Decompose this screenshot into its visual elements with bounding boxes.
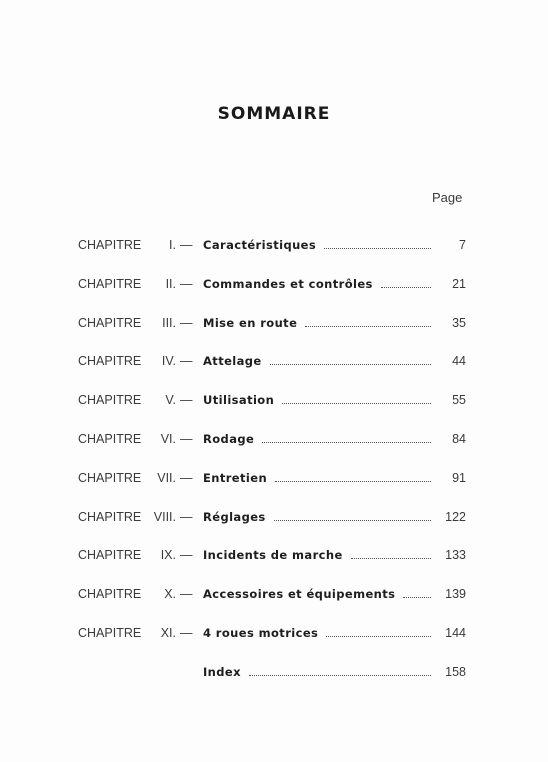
chapter-title: Accessoires et équipements xyxy=(203,587,396,601)
chapter-label: CHAPITRE xyxy=(78,393,142,407)
toc-row xyxy=(0,430,548,448)
chapter-label: CHAPITRE xyxy=(78,354,142,368)
chapter-number: V. xyxy=(165,393,176,407)
dash: — xyxy=(180,432,193,446)
dash: — xyxy=(180,548,193,562)
chapter-label: CHAPITRE xyxy=(78,277,142,291)
page-number: 91 xyxy=(452,471,466,485)
dash: — xyxy=(180,626,193,640)
dot-leader xyxy=(403,597,431,598)
toc-row xyxy=(0,508,548,526)
dot-leader xyxy=(249,675,431,676)
toc-row xyxy=(0,624,548,642)
chapter-title: Utilisation xyxy=(203,393,275,407)
dot-leader xyxy=(282,403,431,404)
chapter-number: VIII. xyxy=(153,510,176,524)
chapter-number: III. xyxy=(162,316,176,330)
chapter-label: CHAPITRE xyxy=(78,510,142,524)
dot-leader xyxy=(275,481,431,482)
chapter-title: Entretien xyxy=(203,471,268,485)
chapter-label: CHAPITRE xyxy=(78,471,142,485)
dot-leader xyxy=(274,520,431,521)
dot-leader xyxy=(262,442,431,443)
toc-row xyxy=(0,275,548,293)
page-number: 84 xyxy=(452,432,466,446)
page-number: 44 xyxy=(452,354,466,368)
chapter-number: XI. xyxy=(160,626,176,640)
chapter-label: CHAPITRE xyxy=(78,587,142,601)
toc-row xyxy=(0,236,548,254)
page-number: 158 xyxy=(445,665,466,679)
chapter-number: VII. xyxy=(157,471,176,485)
toc-row xyxy=(0,585,548,603)
chapter-number: II. xyxy=(165,277,176,291)
chapter-label: CHAPITRE xyxy=(78,548,142,562)
chapter-label: CHAPITRE xyxy=(78,626,142,640)
page-number: 139 xyxy=(445,587,466,601)
dash: — xyxy=(180,587,193,601)
page-number: 144 xyxy=(445,626,466,640)
chapter-number: I. xyxy=(169,238,176,252)
toc-row-index xyxy=(0,663,548,681)
dash: — xyxy=(180,510,193,524)
chapter-number: X. xyxy=(164,587,176,601)
document-title: SOMMAIRE xyxy=(217,104,331,124)
toc-row xyxy=(0,314,548,332)
dot-leader xyxy=(324,248,431,249)
chapter-title: Commandes et contrôles xyxy=(203,277,373,291)
dash: — xyxy=(180,354,193,368)
dot-leader xyxy=(270,364,431,365)
page-number: 7 xyxy=(459,238,466,252)
chapter-title: Attelage xyxy=(203,354,262,368)
chapter-title: Réglages xyxy=(203,510,266,524)
page-number: 55 xyxy=(452,393,466,407)
index-title: Index xyxy=(203,665,241,679)
toc-row xyxy=(0,469,548,487)
chapter-label: CHAPITRE xyxy=(78,432,142,446)
page-column-header: Page xyxy=(432,190,463,205)
toc-row xyxy=(0,546,548,564)
dot-leader xyxy=(381,287,431,288)
dash: — xyxy=(180,316,193,330)
chapter-title: 4 roues motrices xyxy=(203,626,319,640)
chapter-title: Mise en route xyxy=(203,316,298,330)
dash: — xyxy=(180,277,193,291)
chapter-number: IV. xyxy=(161,354,176,368)
dash: — xyxy=(180,471,193,485)
dot-leader xyxy=(351,558,431,559)
chapter-label: CHAPITRE xyxy=(78,316,142,330)
dot-leader xyxy=(326,636,431,637)
chapter-label: CHAPITRE xyxy=(78,238,142,252)
chapter-title: Caractéristiques xyxy=(203,238,317,252)
page-number: 122 xyxy=(445,510,466,524)
page-number: 21 xyxy=(452,277,466,291)
dot-leader xyxy=(305,326,431,327)
page-number: 35 xyxy=(452,316,466,330)
chapter-title: Rodage xyxy=(203,432,255,446)
dash: — xyxy=(180,238,193,252)
dash: — xyxy=(180,393,193,407)
chapter-title: Incidents de marche xyxy=(203,548,343,562)
toc-row xyxy=(0,391,548,409)
page-number: 133 xyxy=(445,548,466,562)
chapter-number: IX. xyxy=(160,548,176,562)
toc-row xyxy=(0,352,548,370)
chapter-number: VI. xyxy=(160,432,176,446)
